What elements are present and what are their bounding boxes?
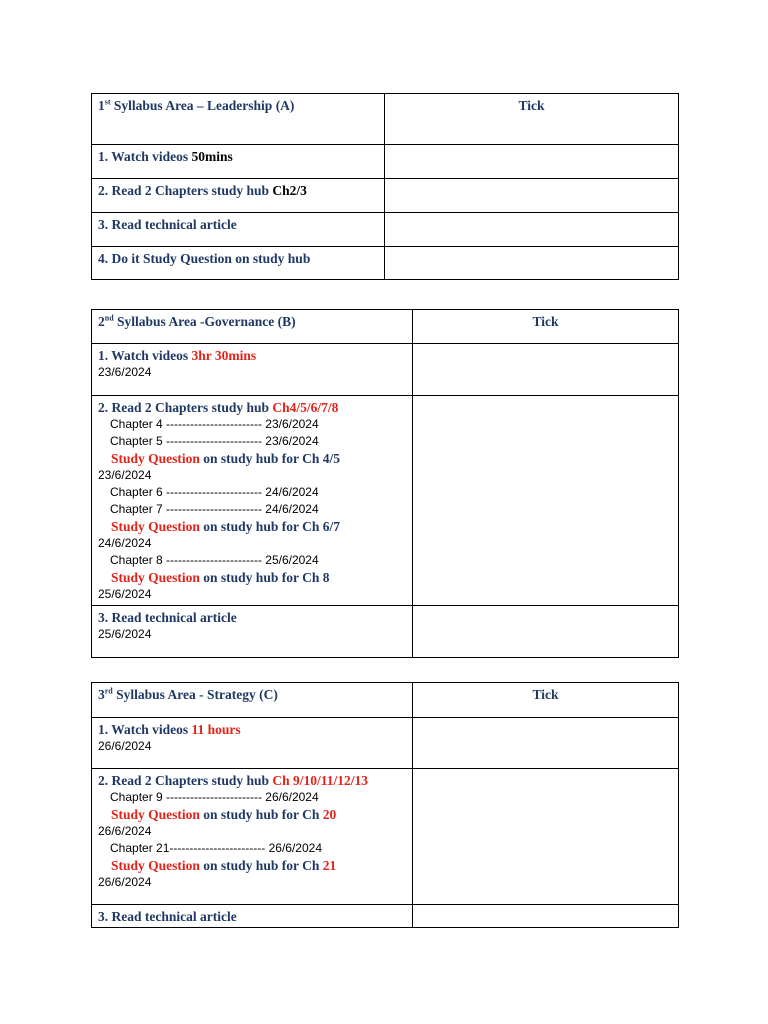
tick-cell[interactable] bbox=[385, 247, 679, 280]
table-row bbox=[92, 344, 679, 396]
task-date: 23/6/2024 bbox=[98, 365, 152, 379]
task-cell bbox=[92, 344, 413, 396]
video-duration: 3hr 30mins bbox=[191, 348, 257, 363]
chapter-list: Ch4/5/6/7/8 bbox=[272, 400, 339, 415]
syllabus-area-title: 2nd Syllabus Area -Governance (B) bbox=[92, 310, 413, 344]
chapter-list: Ch 9/10/11/12/13 bbox=[272, 773, 369, 788]
table-header-row bbox=[92, 683, 679, 718]
chapter-line: Chapter 6 ------------------------ 24/6/2024 bbox=[110, 485, 319, 499]
task-label: 3. Read technical article bbox=[98, 610, 237, 625]
syllabus-area-title: 3rd Syllabus Area - Strategy (C) bbox=[92, 683, 413, 718]
syllabus-area-title: 1st Syllabus Area – Leadership (A) bbox=[92, 94, 385, 145]
table-row bbox=[92, 905, 679, 928]
task-label: 1. Watch videos bbox=[98, 348, 192, 363]
chapter-line: Chapter 21------------------------ 26/6/2024 bbox=[110, 841, 322, 855]
task-label: 2. Read 2 Chapters study hub bbox=[98, 400, 273, 415]
tick-header: Tick bbox=[385, 94, 679, 145]
table-row bbox=[92, 145, 679, 179]
tick-cell[interactable] bbox=[413, 344, 679, 396]
task-label: 1. Watch videos bbox=[98, 722, 192, 737]
strategy-table bbox=[91, 682, 679, 928]
task-cell bbox=[92, 769, 413, 905]
task-cell bbox=[92, 396, 413, 606]
study-question-line: Study Question on study hub for Ch 20 bbox=[111, 807, 337, 822]
tick-cell[interactable] bbox=[413, 718, 679, 769]
table-row bbox=[92, 396, 679, 606]
study-question-line: Study Question on study hub for Ch 21 bbox=[111, 858, 337, 873]
tick-cell[interactable] bbox=[413, 396, 679, 606]
table-row bbox=[92, 606, 679, 658]
tick-header: Tick bbox=[413, 310, 679, 344]
study-question-line: Study Question on study hub for Ch 6/7 bbox=[111, 519, 340, 534]
chapter-line: Chapter 9 ------------------------ 26/6/2024 bbox=[110, 790, 319, 804]
table-row bbox=[92, 179, 679, 213]
task-date: 25/6/2024 bbox=[98, 627, 152, 641]
chapter-line: Chapter 7 ------------------------ 24/6/2024 bbox=[110, 502, 319, 516]
task-cell bbox=[92, 718, 413, 769]
task-date: 26/6/2024 bbox=[98, 875, 152, 889]
table-header-row bbox=[92, 310, 679, 344]
table-row bbox=[92, 718, 679, 769]
task-label: 4. Do it Study Question on study hub bbox=[92, 247, 385, 280]
tick-cell[interactable] bbox=[413, 905, 679, 928]
task-date: 24/6/2024 bbox=[98, 536, 152, 550]
task-label: 3. Read technical article bbox=[92, 213, 385, 247]
table-row bbox=[92, 213, 679, 247]
tick-header: Tick bbox=[413, 683, 679, 718]
task-label: 2. Read 2 Chapters study hub bbox=[98, 773, 273, 788]
task-label: 2. Read 2 Chapters study hub Ch2/3 bbox=[92, 179, 385, 213]
video-duration: 11 hours bbox=[191, 722, 241, 737]
study-question-line: Study Question on study hub for Ch 4/5 bbox=[111, 451, 340, 466]
table-row bbox=[92, 247, 679, 280]
task-label: 1. Watch videos 50mins bbox=[92, 145, 385, 179]
study-question-line: Study Question on study hub for Ch 8 bbox=[111, 570, 330, 585]
tick-cell[interactable] bbox=[385, 213, 679, 247]
table-header-row bbox=[92, 94, 679, 145]
task-cell bbox=[92, 606, 413, 658]
chapter-line: Chapter 8 ------------------------ 25/6/2024 bbox=[110, 553, 319, 567]
tick-cell[interactable] bbox=[385, 145, 679, 179]
governance-table bbox=[91, 309, 679, 658]
task-date: 26/6/2024 bbox=[98, 824, 152, 838]
chapter-line: Chapter 5 ------------------------ 23/6/2024 bbox=[110, 434, 319, 448]
tick-cell[interactable] bbox=[385, 179, 679, 213]
chapter-line: Chapter 4 ------------------------ 23/6/2024 bbox=[110, 417, 319, 431]
task-date: 23/6/2024 bbox=[98, 468, 152, 482]
task-label: 3. Read technical article bbox=[92, 905, 413, 928]
tick-cell[interactable] bbox=[413, 769, 679, 905]
leadership-table bbox=[91, 93, 679, 280]
task-date: 25/6/2024 bbox=[98, 587, 152, 601]
task-date: 26/6/2024 bbox=[98, 739, 152, 753]
tick-cell[interactable] bbox=[413, 606, 679, 658]
table-row bbox=[92, 769, 679, 905]
